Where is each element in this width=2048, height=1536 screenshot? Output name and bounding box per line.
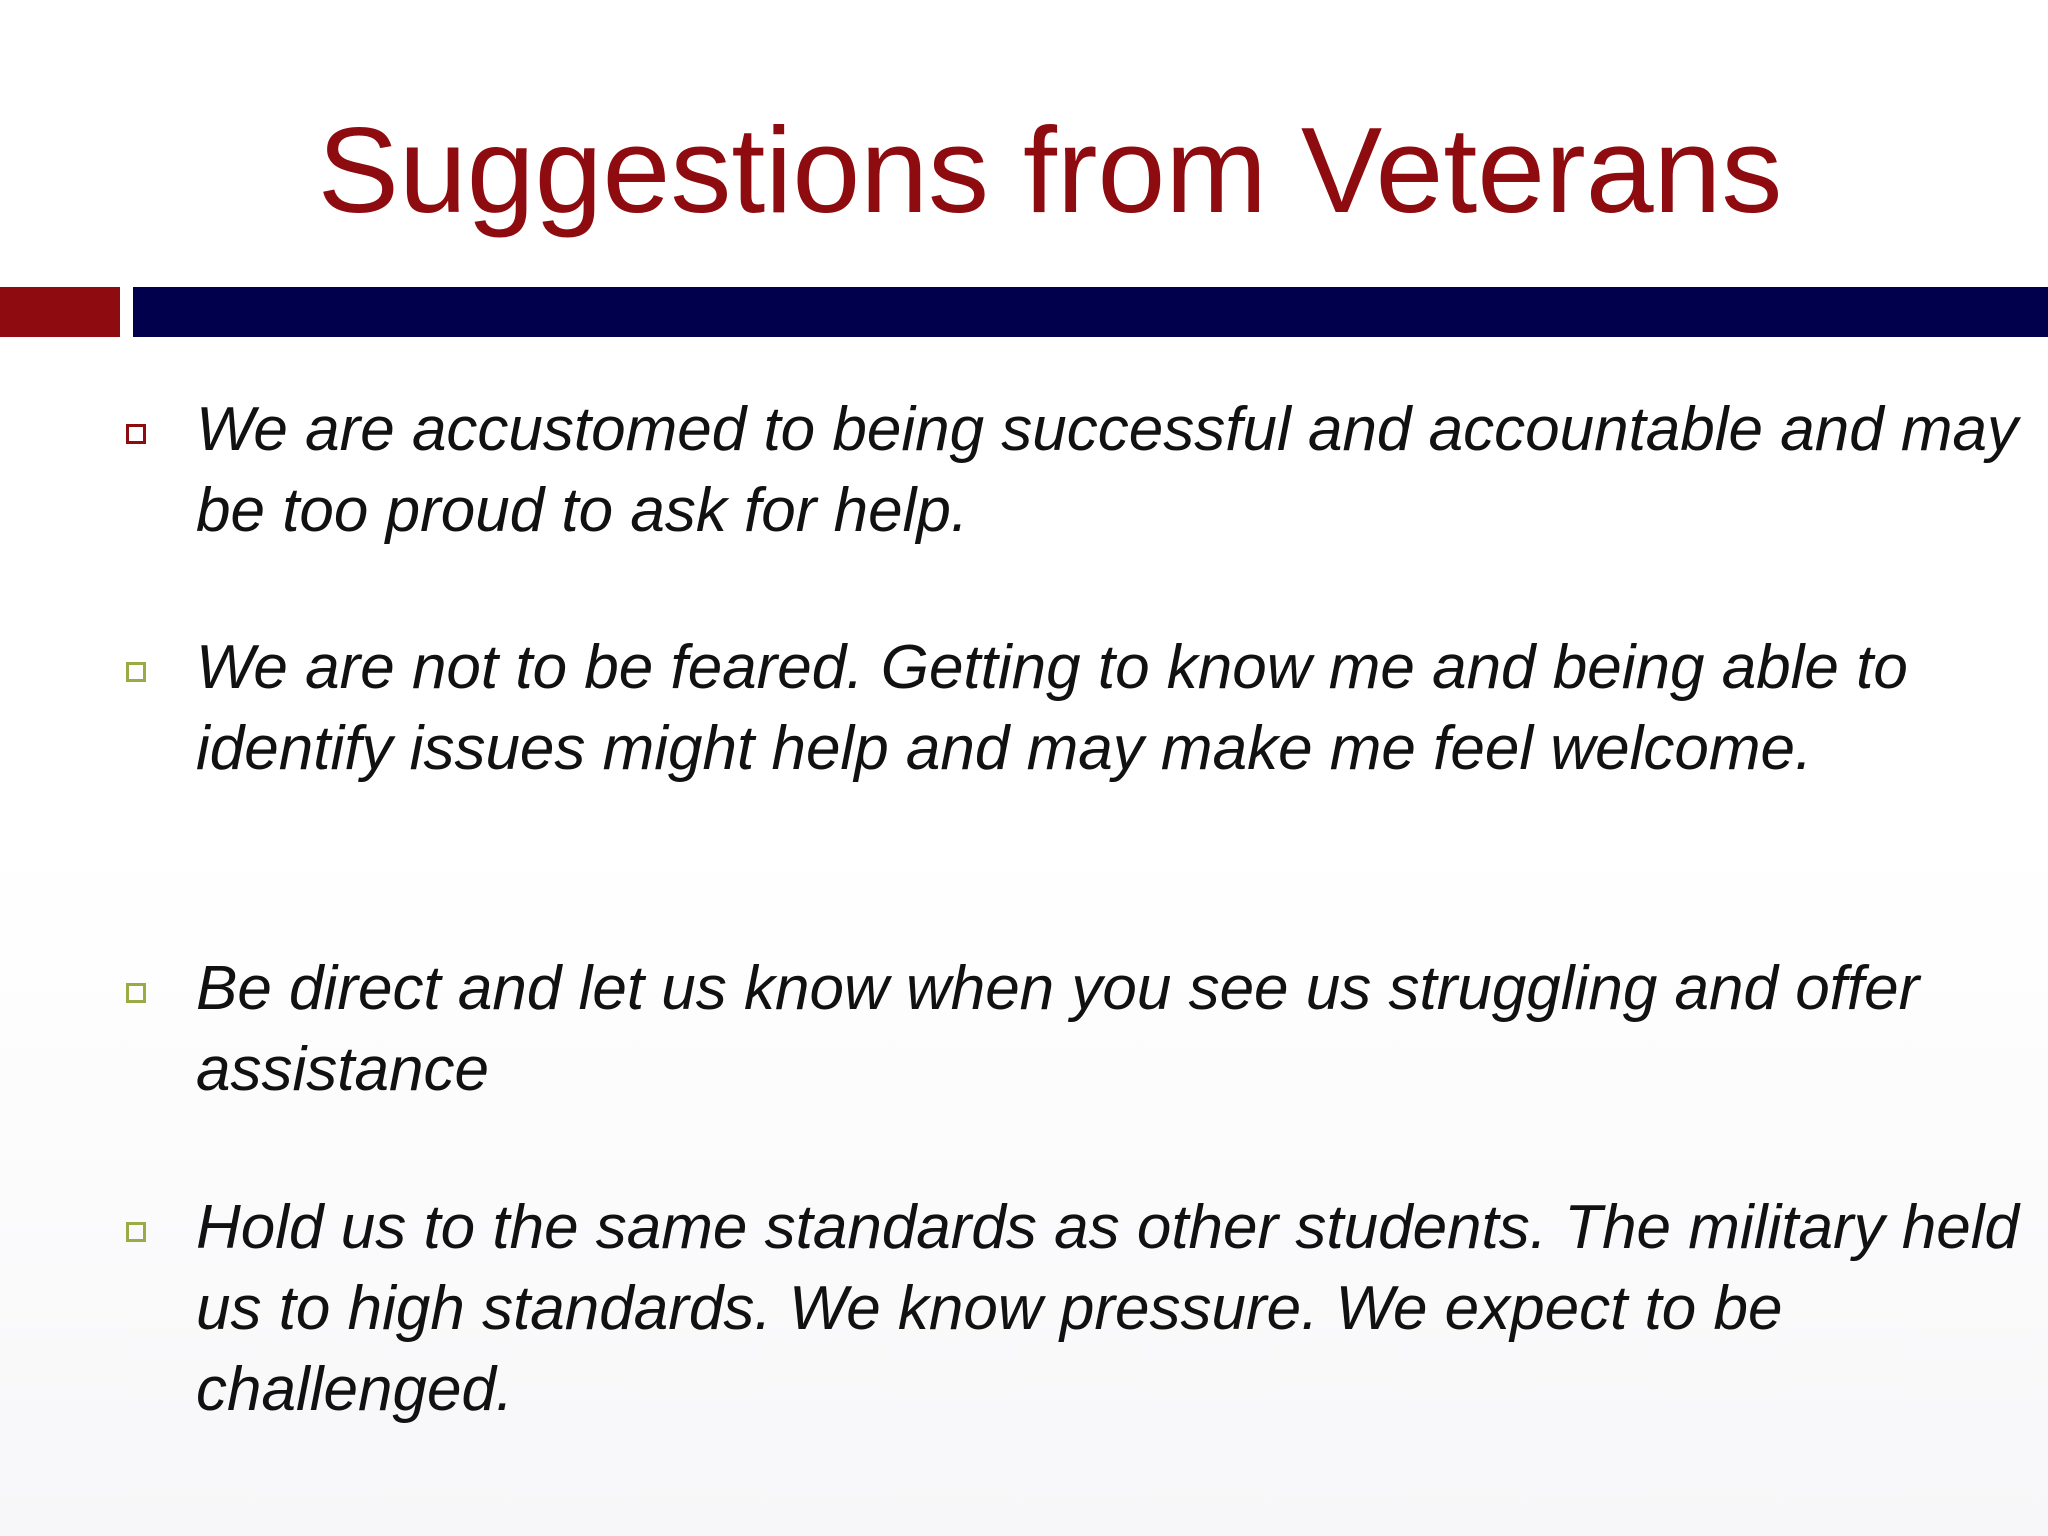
hollow-square-bullet-icon [126,983,146,1003]
bullet-text: Hold us to the same standards as other students. The military held us to high standards. We know pressure. We expect to be challenged. [196,1193,2020,1424]
slide-title: Suggestions from Veterans [317,102,1783,238]
hollow-square-bullet-icon [126,424,146,444]
hollow-square-bullet-icon [126,1222,146,1242]
bullet-text: We are not to be feared. Getting to know me and being able to identify issues might help and may make me feel welcome. [196,633,1908,783]
bullet-text: We are accustomed to being successful and accountable and may be too proud to ask for help. [196,395,2019,545]
bullet-text: Be direct and let us know when you see us struggling and offer assistance [196,954,1920,1104]
hollow-square-bullet-icon [126,662,146,682]
